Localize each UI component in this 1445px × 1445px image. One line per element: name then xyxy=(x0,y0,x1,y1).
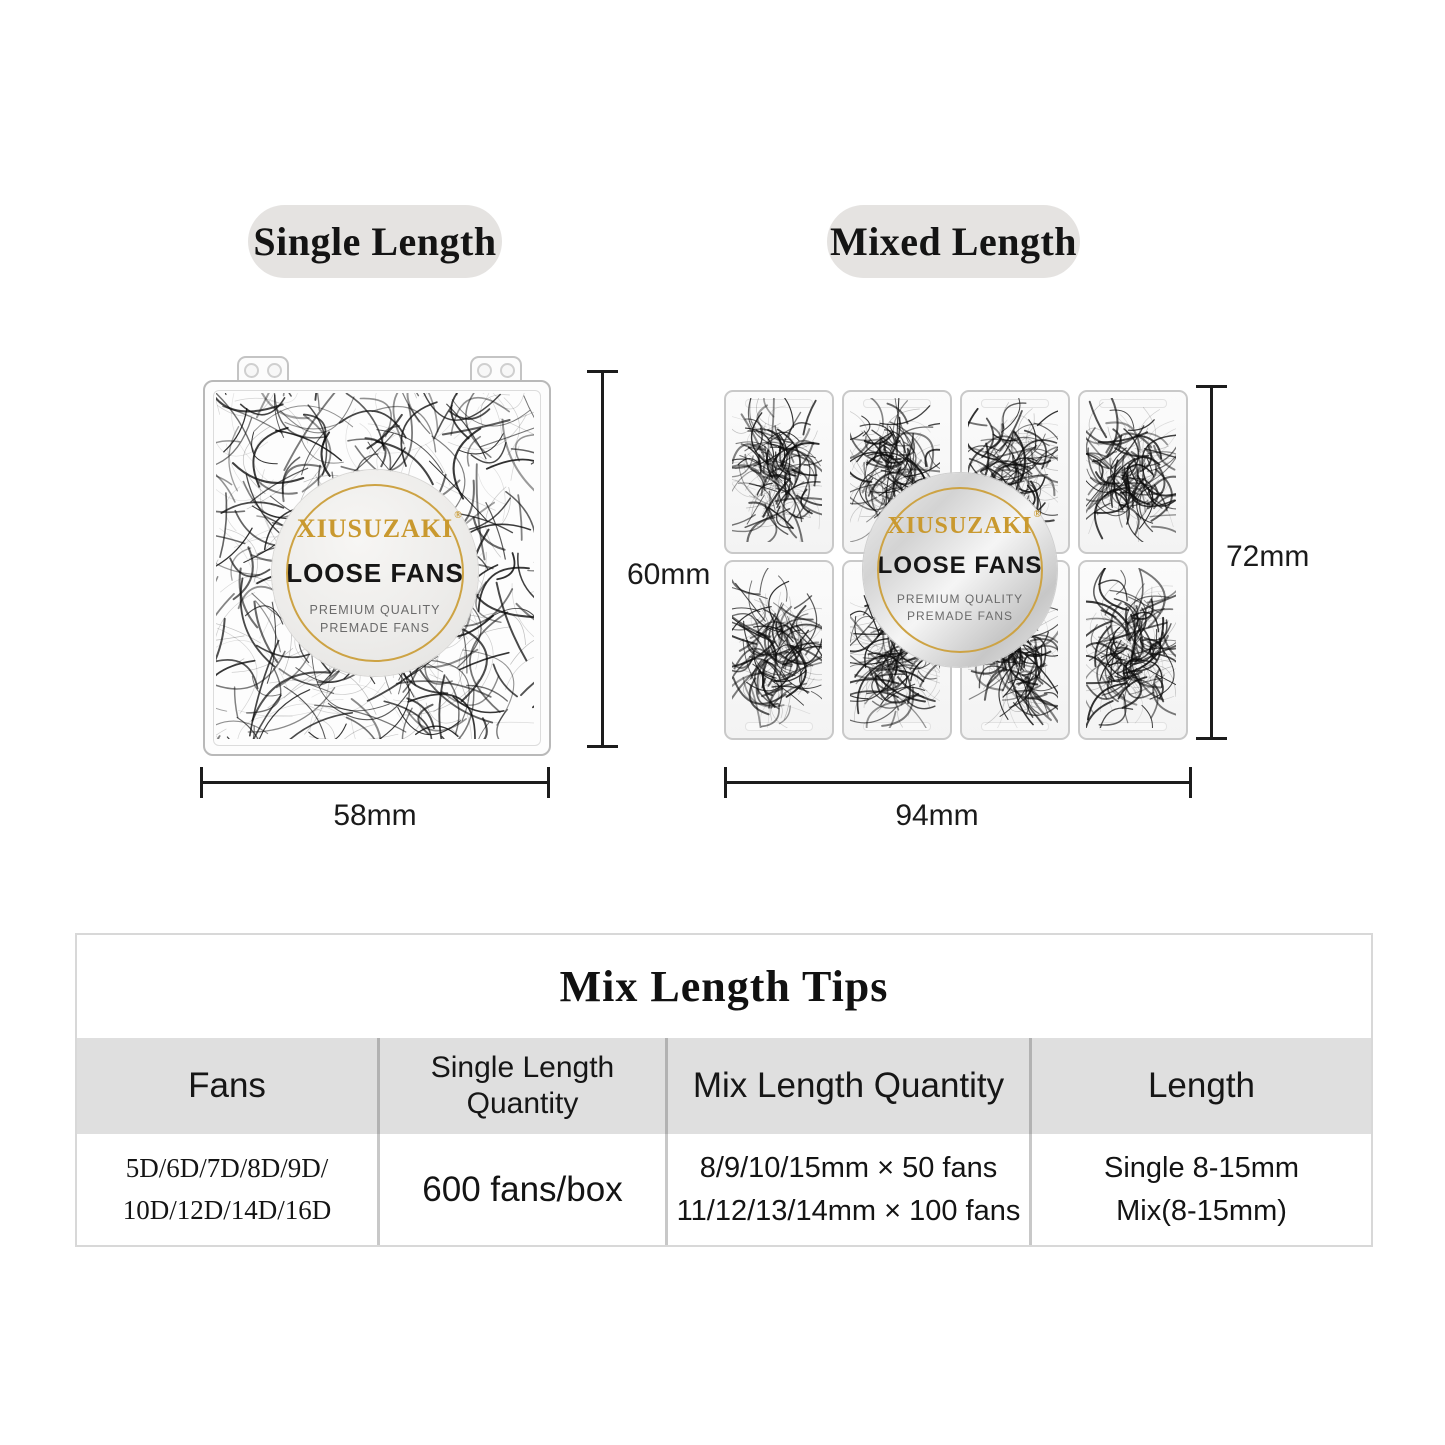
gold-ring xyxy=(877,487,1043,653)
height-dimension-label-single: 60mm xyxy=(627,558,711,591)
brand-name: XIUSUZAKI ® xyxy=(887,509,1042,539)
compartment xyxy=(1078,390,1188,554)
cell-mix-quantity: 8/9/10/15mm × 50 fans 11/12/13/14mm × 100 fans xyxy=(665,1134,1029,1245)
header-mix-length-quantity: Mix Length Quantity xyxy=(665,1038,1029,1134)
height-dimension-line-mixed xyxy=(1210,385,1213,740)
mix-length-tips-table xyxy=(75,933,1373,1247)
cell-single-quantity: 600 fans/box xyxy=(377,1134,665,1245)
brand-seal-single xyxy=(272,470,478,676)
single-length-badge: Single Length xyxy=(248,205,502,278)
cell-fans: 5D/6D/7D/8D/9D/ 10D/12D/14D/16D xyxy=(77,1134,377,1245)
height-dimension-line-single xyxy=(601,370,604,748)
header-length: Length xyxy=(1029,1038,1371,1134)
table-data-row xyxy=(77,1134,1371,1245)
height-dimension-label-mixed: 72mm xyxy=(1226,540,1310,573)
header-single-length-quantity: Single Length Quantity xyxy=(377,1038,665,1134)
header-fans: Fans xyxy=(77,1038,377,1134)
tagline: PREMIUM QUALITY PREMADE FANS xyxy=(896,592,1024,623)
product-name: LOOSE FANS xyxy=(877,552,1043,579)
registered-mark: ® xyxy=(1033,509,1042,520)
compartment xyxy=(724,560,834,740)
width-dimension-label-mixed: 94mm xyxy=(895,799,979,832)
gold-ring xyxy=(286,484,464,662)
width-dimension-label-single: 58mm xyxy=(333,799,417,832)
compartment xyxy=(1078,560,1188,740)
width-dimension-line-single xyxy=(200,781,550,784)
tagline: PREMIUM QUALITY PREMADE FANS xyxy=(309,603,441,635)
cell-length: Single 8-15mm Mix(8-15mm) xyxy=(1029,1134,1371,1245)
width-dimension-line-mixed xyxy=(724,781,1192,784)
product-name: LOOSE FANS xyxy=(286,558,464,588)
mixed-length-badge: Mixed Length xyxy=(827,205,1080,278)
table-header-row xyxy=(77,1038,1371,1134)
brand-seal-mixed xyxy=(863,473,1057,667)
compartment xyxy=(724,390,834,554)
registered-mark: ® xyxy=(454,510,463,521)
table-title-area xyxy=(77,935,1371,1038)
table-title: Mix Length Tips xyxy=(559,962,889,1011)
brand-name: XIUSUZAKI ® xyxy=(296,510,463,543)
